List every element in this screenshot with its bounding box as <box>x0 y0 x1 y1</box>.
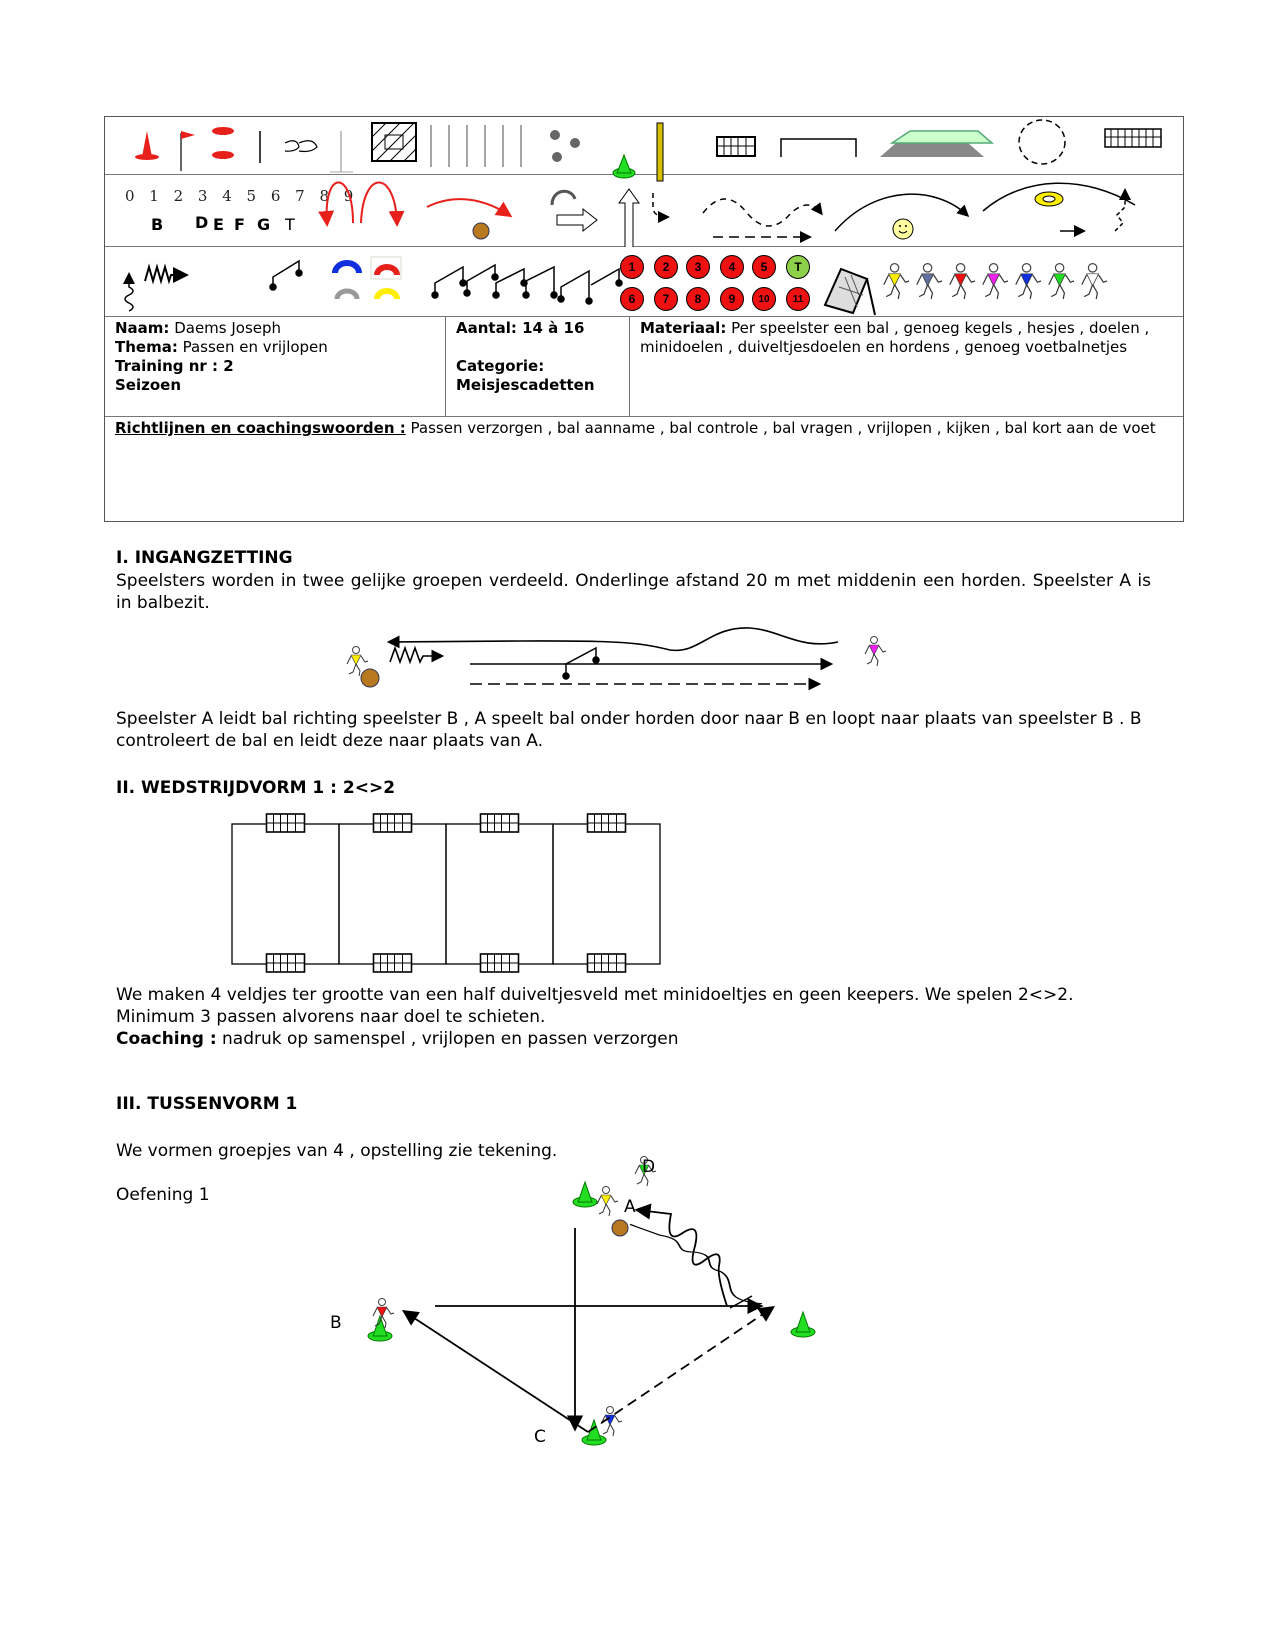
exercise-1-diagram <box>320 1150 820 1450</box>
player-figure-slate-icon <box>917 264 942 299</box>
digits-legend: 0 1 2 3 4 5 6 7 8 9 <box>125 187 359 205</box>
section-2-description: We maken 4 veldjes ter grootte van een half duiveltjesveld met minidoeltjes en geen keepers. We spelen 2<>2. Minimum 3 passen alvorens naar doel te schieten. <box>116 985 1074 1027</box>
label-b: B <box>330 1313 342 1333</box>
hatched-square-icon <box>372 123 416 161</box>
legend-row-movement <box>105 175 1183 247</box>
field-3 <box>446 824 553 964</box>
section-2-fields-diagram <box>230 818 680 978</box>
legend-row-equipment <box>105 117 1183 175</box>
aantal-label: Aantal: 14 à 16 <box>456 319 585 337</box>
player-figures-row <box>885 259 1145 313</box>
dashed-wave-arrow <box>703 199 821 226</box>
letter-g: G <box>257 215 271 234</box>
cone-c-icon <box>582 1420 606 1445</box>
section-1-intro: Speelsters worden in twee gelijke groepen verdeeld. Onderlinge afstand 20 m met middenin een horden. Speelster A is in balbezit. <box>116 571 1151 613</box>
numbered-player-T: T <box>786 255 810 279</box>
rope-icon <box>285 141 317 152</box>
letter-d: D <box>195 213 209 232</box>
coaching-label: Coaching : <box>116 1029 217 1049</box>
red-lob-arrow-right <box>361 183 397 224</box>
section-1-description: Speelster A leidt bal richting speelster B , A speelt bal onder horden door naar B en loopt naar plaats van speelster B . B controleert de bal en leidt deze naar plaats van A. <box>116 709 1142 751</box>
section-1-title: I. INGANGZETTING <box>116 548 293 568</box>
cone-a-icon <box>573 1182 597 1207</box>
mini-goal-icon <box>717 137 755 156</box>
ball-icon <box>361 669 379 687</box>
player-b-magenta-icon <box>865 637 886 667</box>
dashed-run-arrow <box>588 1308 772 1432</box>
numbered-player-2: 2 <box>654 255 678 279</box>
cone-right-icon <box>791 1312 815 1337</box>
red-lob-arrow-left <box>327 183 353 224</box>
cone-b-icon <box>368 1316 392 1341</box>
info-trainer-cell <box>105 317 445 416</box>
thema-label: Thema: <box>115 338 178 356</box>
legend-row-players <box>105 247 1183 317</box>
large-goal-icon <box>1105 129 1161 147</box>
slalom-poles-icon <box>431 125 521 167</box>
numbered-player-6: 6 <box>620 287 644 311</box>
section-1-diagram <box>330 620 930 700</box>
hollow-arrow-right-icon <box>557 209 597 231</box>
naam-value: Daems Joseph <box>169 319 282 337</box>
materiaal-label: Materiaal: <box>640 319 727 337</box>
ball-icon <box>612 1220 628 1236</box>
red-curve-arrow <box>427 199 509 215</box>
guidelines-row <box>105 417 1183 521</box>
label-a: A <box>624 1197 636 1217</box>
balls-icon <box>550 130 580 162</box>
numbered-player-7: 7 <box>654 287 678 311</box>
letter-f: F <box>234 215 245 234</box>
mini-goal-top-4-icon <box>588 814 626 832</box>
richtlijnen-value: Passen verzorgen , bal aanname , bal controle , bal vragen , vrijlopen , kijken , bal kort aan de voet <box>405 419 1156 437</box>
player-figure-blue-icon <box>1016 264 1041 299</box>
player-b-red-icon <box>373 1299 394 1329</box>
guidelines-cell <box>105 417 1183 521</box>
numbered-player-5: 5 <box>752 255 776 279</box>
yellow-pole-icon <box>657 123 663 181</box>
categorie-label: Categorie: <box>456 357 545 375</box>
letter-b: B <box>151 215 164 234</box>
turn-arrow-icon <box>552 191 575 205</box>
mini-goal-top-1-icon <box>267 814 305 832</box>
numbered-player-4: 4 <box>720 255 744 279</box>
mini-goal-bottom-3-icon <box>481 954 519 972</box>
player-figure-green-icon <box>1049 264 1074 299</box>
info-count-cell <box>445 317 629 416</box>
cone-icon <box>135 131 159 160</box>
letter-t: T <box>285 215 295 234</box>
field-2 <box>339 824 446 964</box>
section-2-coaching <box>116 1028 679 1050</box>
info-materiaal-cell <box>629 317 1183 416</box>
player-figure-red-icon <box>950 264 975 299</box>
smiley-icon <box>893 219 913 239</box>
field-1 <box>232 824 339 964</box>
run-back-path <box>390 628 838 650</box>
section-3-title: III. TUSSENVORM 1 <box>116 1094 298 1114</box>
player-figure-magenta-icon <box>983 264 1008 299</box>
stake-icon <box>330 131 353 172</box>
mini-goal-top-2-icon <box>374 814 412 832</box>
materiaal-value: Per speelster een bal , genoeg kegels , hesjes , doelen , minidoelen , duiveltjesdoelen en hordens , genoeg voetbalnetjes <box>640 319 1150 356</box>
dribble-arrow <box>390 648 441 662</box>
hollow-arrow-up-icon <box>619 189 639 247</box>
dribble-zigzag-arrow <box>638 1210 727 1306</box>
seizoen-label: Seizoen <box>115 376 182 394</box>
categorie-value: Meisjescadetten <box>456 376 595 394</box>
pass-to-b-arrow <box>405 1312 588 1432</box>
movement-symbols <box>105 175 1185 247</box>
letter-e: E <box>213 215 224 234</box>
ball-icon <box>473 223 489 239</box>
corner-flag-icon <box>181 131 195 171</box>
mini-goal-bottom-1-icon <box>267 954 305 972</box>
label-c: C <box>534 1427 546 1447</box>
numbered-player-10: 10 <box>752 287 776 311</box>
rebound-net-icon <box>825 269 875 315</box>
dashed-circle-icon <box>1019 120 1065 164</box>
coaching-value: nadruk op samenspel , vrijlopen en passen verzorgen <box>216 1029 679 1049</box>
richtlijnen-label: Richtlijnen en coachingswoorden : <box>115 419 406 437</box>
training-nr: Training nr : 2 <box>115 357 234 375</box>
numbered-player-9: 9 <box>720 287 744 311</box>
field-icon <box>880 131 992 157</box>
numbered-player-3: 3 <box>686 255 710 279</box>
mini-goal-top-3-icon <box>481 814 519 832</box>
field-4 <box>553 824 660 964</box>
section-3-intro: We vormen groepjes van 4 , opstelling zie tekening. <box>116 1141 558 1161</box>
numbered-player-1: 1 <box>620 255 644 279</box>
disc-markers-icon <box>212 127 234 159</box>
label-d: D <box>642 1157 656 1177</box>
exercise-1-label: Oefening 1 <box>116 1185 210 1205</box>
naam-label: Naam: <box>115 319 170 337</box>
numbered-player-8: 8 <box>686 287 710 311</box>
training-sheet-header <box>104 116 1184 522</box>
mini-goal-bottom-2-icon <box>374 954 412 972</box>
mini-goal-bottom-4-icon <box>588 954 626 972</box>
player-figure-white-icon <box>1082 264 1107 299</box>
section-2-title: II. WEDSTRIJDVORM 1 : 2<>2 <box>116 778 396 798</box>
player-a-yellow-icon <box>597 1187 618 1217</box>
equipment-symbols <box>105 117 1185 175</box>
info-row <box>105 317 1183 417</box>
player-figure-yellow-icon <box>884 264 909 299</box>
dashed-turn-arrow <box>653 193 667 217</box>
numbered-player-11: 11 <box>786 287 810 311</box>
goal-frame-icon <box>781 139 856 157</box>
thema-value: Passen en vrijlopen <box>177 338 328 356</box>
